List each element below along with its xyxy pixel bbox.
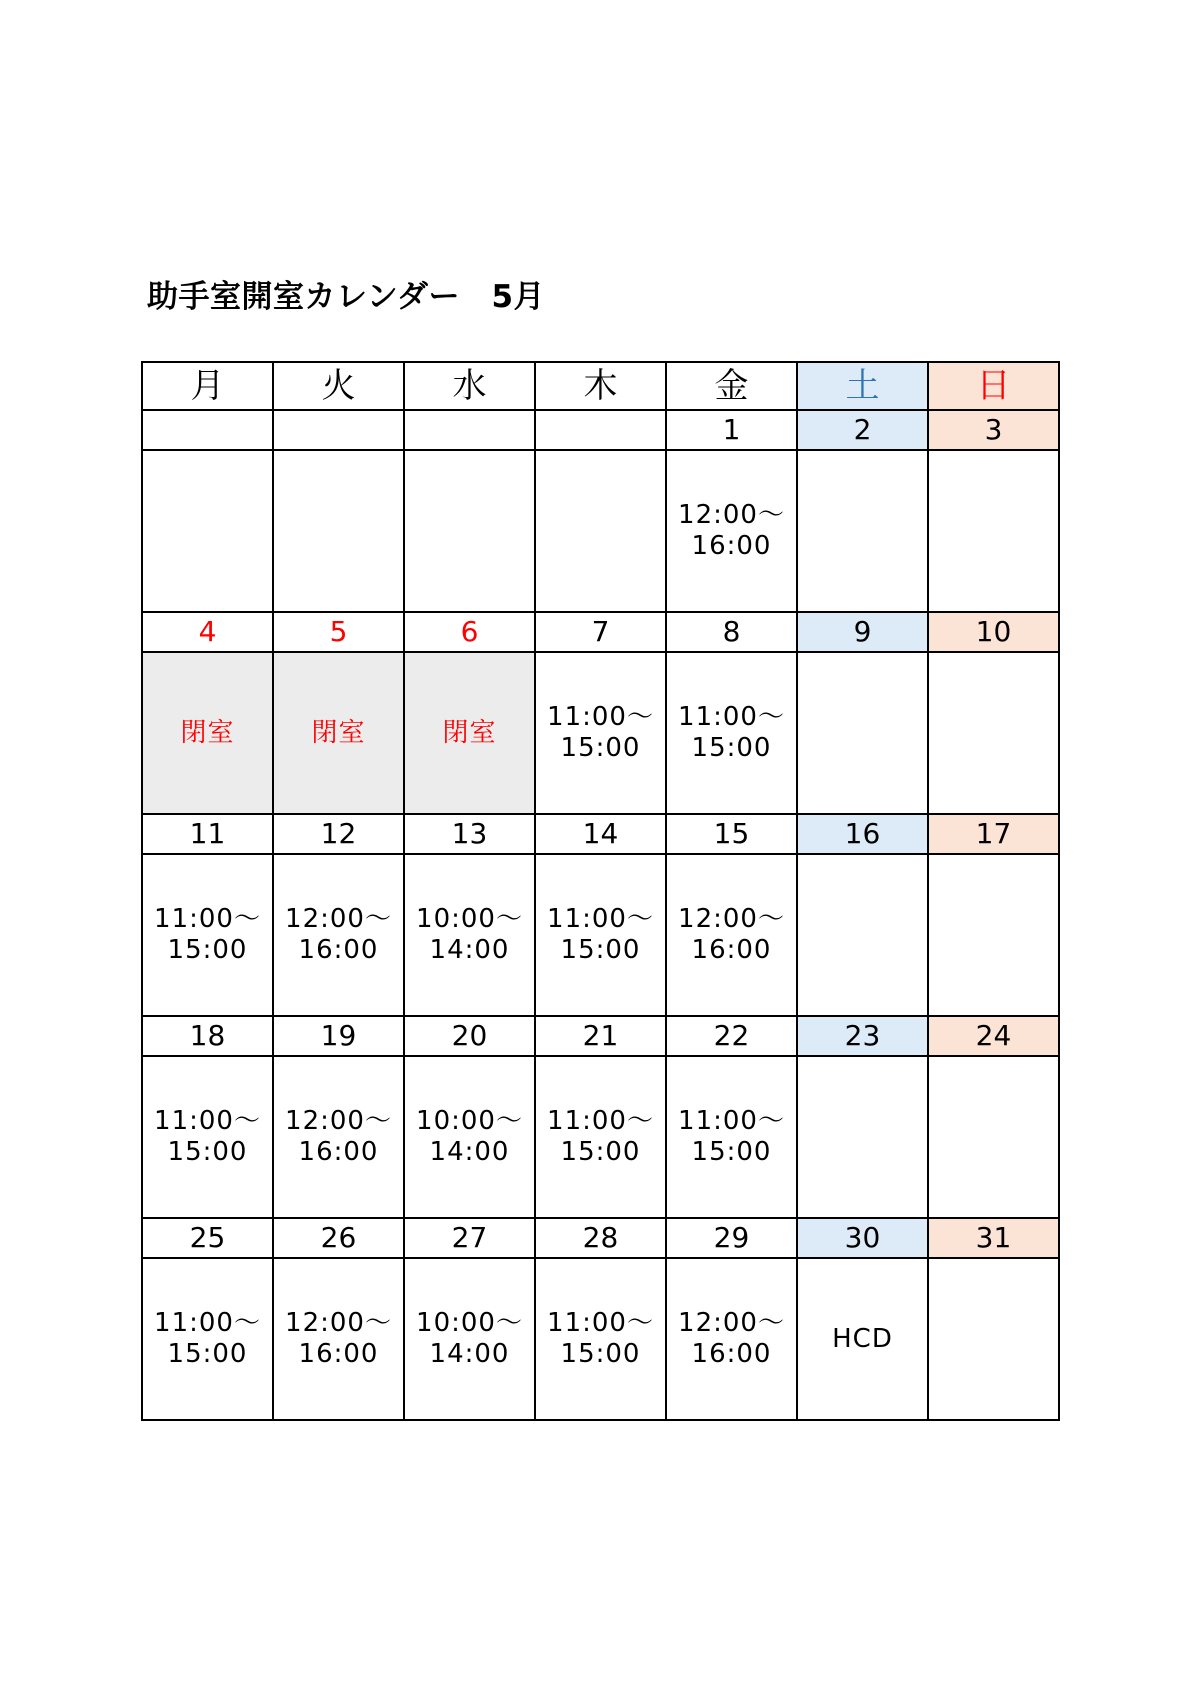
closed-cell (273, 652, 404, 814)
hours-cell (273, 1056, 404, 1218)
hours-cell (928, 652, 1059, 814)
hours-start: 10:00～ (416, 1106, 523, 1136)
hours-start: 12:00～ (285, 1106, 392, 1136)
hours-start: 11:00～ (154, 1106, 261, 1136)
hours-cell (404, 450, 535, 612)
hours-end: 15:00 (691, 733, 772, 763)
hours-start: 11:00～ (547, 904, 654, 934)
hours-end: 15:00 (167, 1137, 248, 1167)
hours-cell (273, 1258, 404, 1420)
date-cell: 15 (666, 814, 797, 854)
hours-cell (928, 450, 1059, 612)
week-2-hours-row (142, 652, 1059, 814)
weekday-tue: 火 (273, 362, 404, 410)
date-cell: 19 (273, 1016, 404, 1056)
weekday-sat: 土 (797, 362, 928, 410)
hours-end: 15:00 (560, 935, 641, 965)
hours-cell (797, 854, 928, 1016)
hours-start: 11:00～ (547, 1308, 654, 1338)
hours-end: 15:00 (560, 1137, 641, 1167)
hours-end: 16:00 (298, 935, 379, 965)
date-cell-holiday: 4 (142, 612, 273, 652)
date-cell: 14 (535, 814, 666, 854)
hours-end: 14:00 (429, 1137, 510, 1167)
hours-cell (666, 1258, 797, 1420)
date-cell: 26 (273, 1218, 404, 1258)
hours-cell (404, 854, 535, 1016)
hours-cell (142, 1056, 273, 1218)
date-cell-sun: 31 (928, 1218, 1059, 1258)
hours-cell (404, 1056, 535, 1218)
week-3-date-row (142, 814, 1059, 854)
hours-end: 16:00 (298, 1137, 379, 1167)
date-cell: 20 (404, 1016, 535, 1056)
hours-cell (535, 854, 666, 1016)
weekday-fri: 金 (666, 362, 797, 410)
closed-label: 閉室 (442, 717, 497, 748)
hours-start: 12:00～ (678, 500, 785, 530)
date-cell: 7 (535, 612, 666, 652)
hours-start: 11:00～ (547, 1106, 654, 1136)
date-cell (535, 410, 666, 450)
hours-cell (797, 652, 928, 814)
date-cell: 21 (535, 1016, 666, 1056)
hours-cell (535, 1258, 666, 1420)
hours-end: 15:00 (560, 1339, 641, 1369)
hours-end: 16:00 (691, 935, 772, 965)
weekday-wed: 水 (404, 362, 535, 410)
hours-cell (535, 450, 666, 612)
date-cell-sun: 3 (928, 410, 1059, 450)
hours-end: 15:00 (167, 935, 248, 965)
weekday-thu: 木 (535, 362, 666, 410)
week-1-date-row (142, 410, 1059, 450)
hours-cell (928, 1056, 1059, 1218)
hours-start: 10:00～ (416, 1308, 523, 1338)
week-5-date-row (142, 1218, 1059, 1258)
closed-cell (404, 652, 535, 814)
date-cell (273, 410, 404, 450)
hours-end: 16:00 (691, 531, 772, 561)
hours-start: 12:00～ (285, 904, 392, 934)
date-cell-sun: 24 (928, 1016, 1059, 1056)
date-cell-sat: 16 (797, 814, 928, 854)
closed-cell (142, 652, 273, 814)
hours-end: 15:00 (560, 733, 641, 763)
date-cell: 28 (535, 1218, 666, 1258)
hours-start: 11:00～ (154, 1308, 261, 1338)
hours-start: 11:00～ (547, 702, 654, 732)
date-cell-holiday: 5 (273, 612, 404, 652)
date-cell-sat: 2 (797, 410, 928, 450)
hours-start: 11:00～ (678, 1106, 785, 1136)
hours-cell (928, 854, 1059, 1016)
hours-cell (535, 1056, 666, 1218)
date-cell (404, 410, 535, 450)
date-cell: 25 (142, 1218, 273, 1258)
weekday-mon: 月 (142, 362, 273, 410)
date-cell-sat: 30 (797, 1218, 928, 1258)
date-cell: 11 (142, 814, 273, 854)
hours-end: 16:00 (298, 1339, 379, 1369)
hours-start: 11:00～ (678, 702, 785, 732)
closed-label: 閉室 (180, 717, 235, 748)
hours-start: 12:00～ (678, 1308, 785, 1338)
hours-cell (928, 1258, 1059, 1420)
hours-end: 14:00 (429, 1339, 510, 1369)
hours-start: 12:00～ (285, 1308, 392, 1338)
week-4-hours-row (142, 1056, 1059, 1218)
hours-cell (797, 1056, 928, 1218)
week-1-hours-row (142, 450, 1059, 612)
date-cell-sat: 23 (797, 1016, 928, 1056)
week-5-hours-row (142, 1258, 1059, 1420)
date-cell-holiday: 6 (404, 612, 535, 652)
date-cell: 12 (273, 814, 404, 854)
hours-end: 14:00 (429, 935, 510, 965)
event-cell (797, 1258, 928, 1420)
week-2-date-row (142, 612, 1059, 652)
hours-cell (404, 1258, 535, 1420)
date-cell: 1 (666, 410, 797, 450)
date-cell (142, 410, 273, 450)
closed-label: 閉室 (311, 717, 366, 748)
hours-cell (142, 1258, 273, 1420)
hours-cell (797, 450, 928, 612)
event-label: HCD (832, 1323, 893, 1354)
hours-cell (142, 854, 273, 1016)
hours-start: 11:00～ (154, 904, 261, 934)
date-cell-sat: 9 (797, 612, 928, 652)
hours-start: 12:00～ (678, 904, 785, 934)
hours-start: 10:00～ (416, 904, 523, 934)
date-cell: 22 (666, 1016, 797, 1056)
hours-cell (666, 652, 797, 814)
hours-cell (666, 1056, 797, 1218)
weekday-sun: 日 (928, 362, 1059, 410)
hours-cell (273, 854, 404, 1016)
date-cell-sun: 17 (928, 814, 1059, 854)
date-cell: 13 (404, 814, 535, 854)
week-3-hours-row (142, 854, 1059, 1016)
hours-cell (535, 652, 666, 814)
calendar-table (141, 361, 1060, 1421)
hours-end: 15:00 (691, 1137, 772, 1167)
date-cell: 18 (142, 1016, 273, 1056)
date-cell: 27 (404, 1218, 535, 1258)
weekday-header-row (142, 362, 1059, 410)
hours-cell (273, 450, 404, 612)
hours-cell (142, 450, 273, 612)
hours-cell (666, 854, 797, 1016)
page-title: 助手室開室カレンダー 5月 (147, 279, 546, 315)
hours-end: 15:00 (167, 1339, 248, 1369)
week-4-date-row (142, 1016, 1059, 1056)
date-cell: 8 (666, 612, 797, 652)
hours-cell (666, 450, 797, 612)
hours-end: 16:00 (691, 1339, 772, 1369)
date-cell: 29 (666, 1218, 797, 1258)
date-cell-sun: 10 (928, 612, 1059, 652)
